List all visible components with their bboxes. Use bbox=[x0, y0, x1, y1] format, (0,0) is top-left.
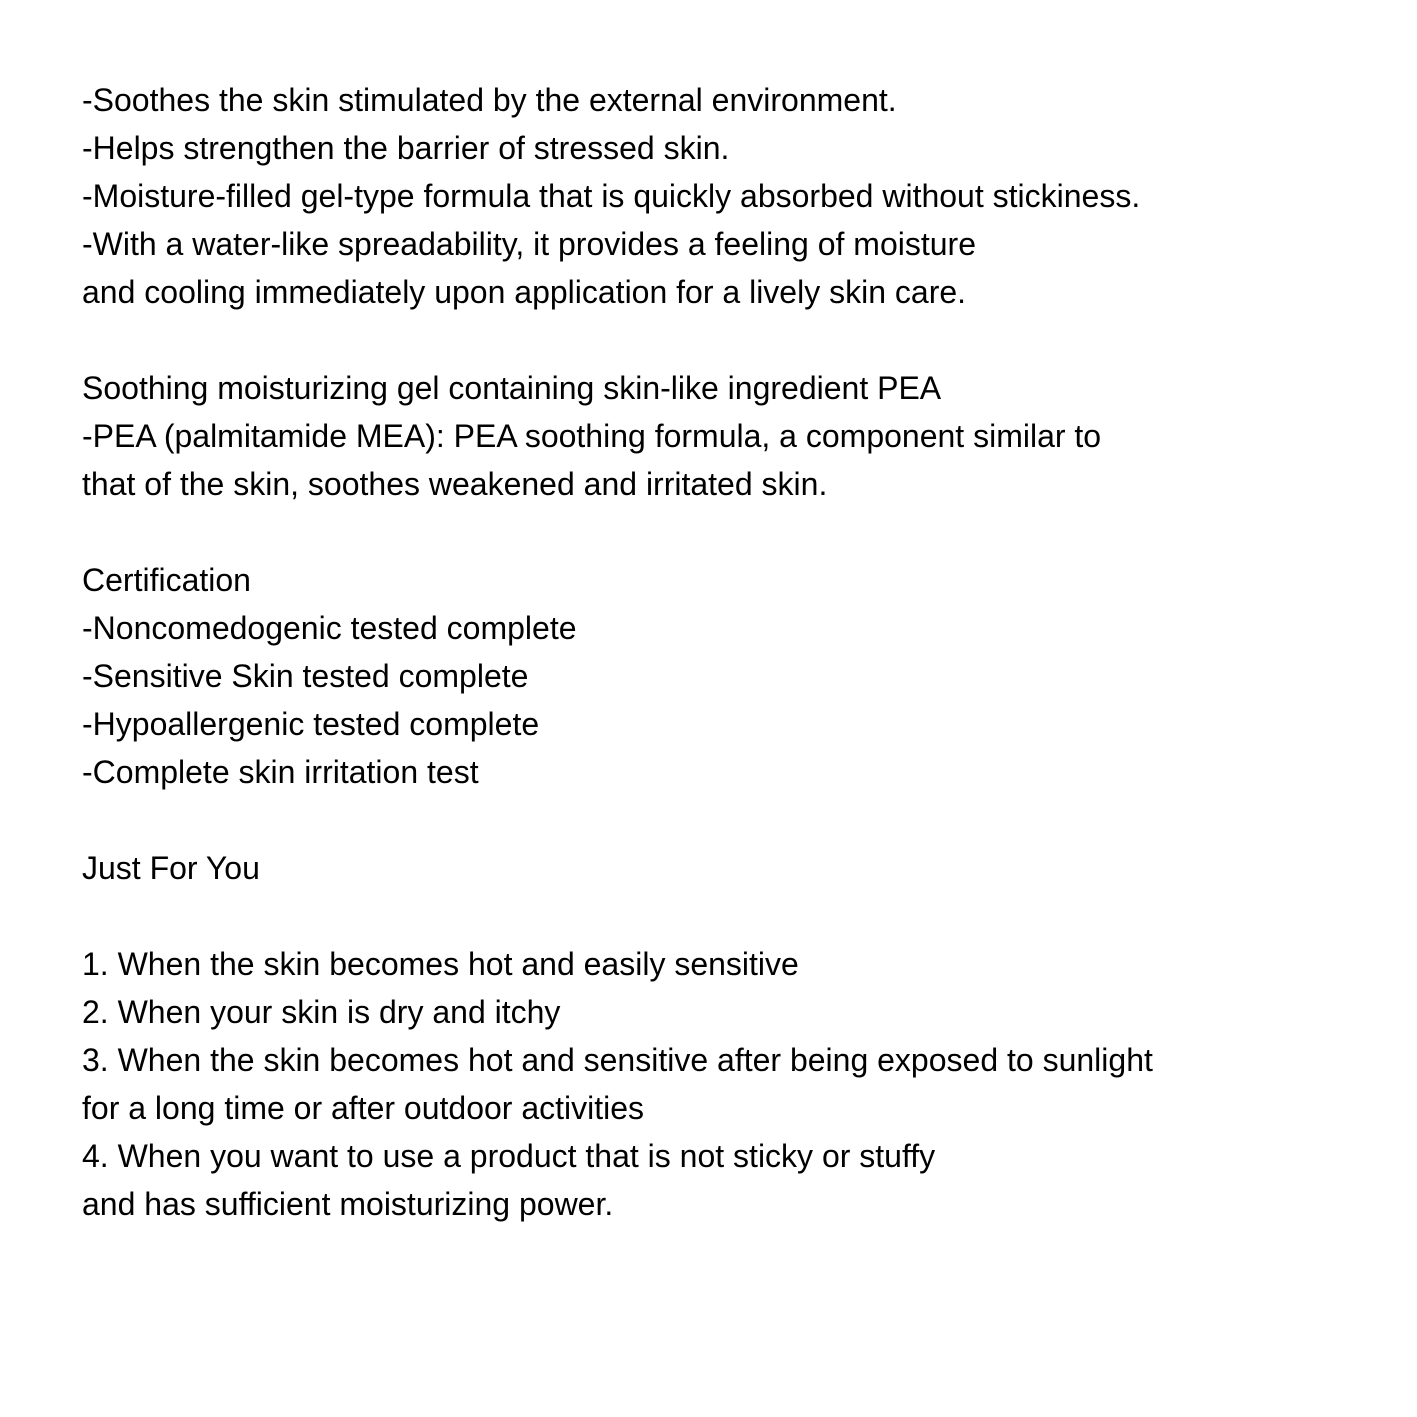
benefit-line: -With a water-like spreadability, it provides a feeling of moisture bbox=[82, 226, 976, 262]
certification-section bbox=[82, 556, 1382, 796]
product-description bbox=[82, 76, 1382, 1228]
just-for-you-section bbox=[82, 844, 1382, 1228]
section-gap bbox=[82, 316, 1382, 364]
section-gap bbox=[82, 892, 1382, 940]
benefit-line: -Helps strengthen the barrier of stressed skin. bbox=[82, 130, 730, 166]
benefit-line: -Soothes the skin stimulated by the external environment. bbox=[82, 82, 897, 118]
pea-line: -PEA (palmitamide MEA): PEA soothing formula, a component similar to bbox=[82, 418, 1102, 454]
section-gap bbox=[82, 508, 1382, 556]
benefit-line: -Moisture-filled gel-type formula that is quickly absorbed without stickiness. bbox=[82, 178, 1141, 214]
just-for-you-item: 1. When the skin becomes hot and easily sensitive bbox=[82, 946, 799, 982]
benefit-line: and cooling immediately upon application for a lively skin care. bbox=[82, 274, 967, 310]
just-for-you-item: for a long time or after outdoor activities bbox=[82, 1090, 645, 1126]
just-for-you-item: 3. When the skin becomes hot and sensitive after being exposed to sunlight bbox=[82, 1042, 1153, 1078]
certification-item: -Sensitive Skin tested complete bbox=[82, 658, 529, 694]
just-for-you-item: 4. When you want to use a product that is not sticky or stuffy bbox=[82, 1138, 936, 1174]
pea-section bbox=[82, 364, 1382, 508]
certification-heading: Certification bbox=[82, 562, 251, 598]
certification-item: -Noncomedogenic tested complete bbox=[82, 610, 577, 646]
pea-line: Soothing moisturizing gel containing skin-like ingredient PEA bbox=[82, 370, 942, 406]
pea-line: that of the skin, soothes weakened and irritated skin. bbox=[82, 466, 828, 502]
certification-item: -Hypoallergenic tested complete bbox=[82, 706, 540, 742]
just-for-you-item: and has sufficient moisturizing power. bbox=[82, 1186, 614, 1222]
just-for-you-item: 2. When your skin is dry and itchy bbox=[82, 994, 561, 1030]
section-gap bbox=[82, 796, 1382, 844]
certification-item: -Complete skin irritation test bbox=[82, 754, 479, 790]
just-for-you-heading: Just For You bbox=[82, 850, 260, 886]
benefits-section bbox=[82, 76, 1382, 316]
